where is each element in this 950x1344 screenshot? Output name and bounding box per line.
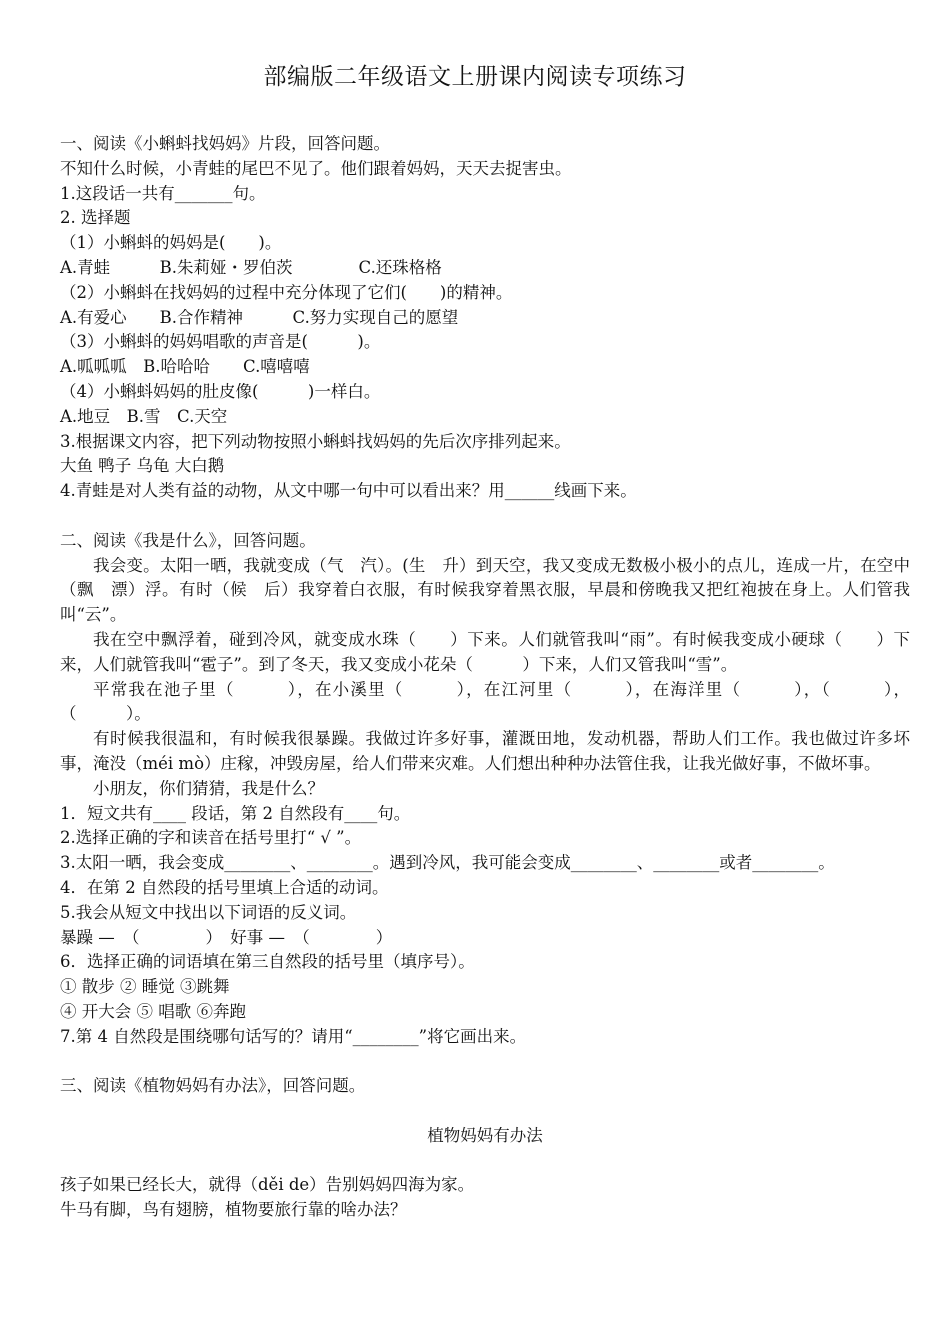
section1-question-1: 1.这段话一共有_______句。 <box>60 183 266 203</box>
section2-question-6-options-2: ④ 开大会 ⑤ 唱歌 ⑥奔跑 <box>60 1001 246 1021</box>
section2-question-7: 7.第 4 自然段是围绕哪句话写的？请用“________”将它画出来。 <box>60 1026 527 1046</box>
section2-question-3: 3.太阳一晒，我会变成________、________。遇到冷风，我可能会变成________、________或者________。 <box>60 853 835 873</box>
section1-question-2-2-options: A.有爱心 B.合作精神 C.努力实现自己的愿望 <box>60 307 459 327</box>
section2-paragraph-3: 平常我在池子里（ ），在小溪里（ ），在江河里（ ），在海洋里（ ），（ ），（ ）。 <box>60 679 910 724</box>
section1-passage: 不知什么时候，小青蛙的尾巴不见了。他们跟着妈妈，天天去捉害虫。 <box>60 158 572 178</box>
section1-question-2-4-options: A.地豆 B.雪 C.天空 <box>60 406 228 426</box>
section2-paragraph-5: 小朋友，你们猜猜，我是什么？ <box>93 778 324 798</box>
section1-question-2-4: （4）小蝌蚪妈妈的肚皮像( )一样白。 <box>60 381 381 401</box>
section2-question-5-items: 暴躁 — （ ） 好事 — （ ） <box>60 927 393 947</box>
section1-question-4: 4.青蛙是对人类有益的动物，从文中哪一句中可以看出来？用______线画下来。 <box>60 481 637 501</box>
section3-heading: 三、阅读《植物妈妈有办法》，回答问题。 <box>60 1076 366 1096</box>
section2-question-6: 6．选择正确的词语填在第三自然段的括号里（填序号）。 <box>60 952 475 972</box>
section1-question-2-1: （1）小蝌蚪的妈妈是( )。 <box>60 233 282 253</box>
section1-heading: 一、阅读《小蝌蚪找妈妈》片段，回答问题。 <box>60 134 390 153</box>
section2-question-6-options-1: ① 散步 ② 睡觉 ③跳舞 <box>60 977 230 997</box>
spacer <box>60 1049 910 1074</box>
spacer <box>60 504 910 529</box>
spacer <box>60 1149 910 1174</box>
section1-question-2-3-options: A.呱呱呱 B.哈哈哈 C.嘻嘻嘻 <box>60 357 310 377</box>
section2-question-2: 2.选择正确的字和读音在括号里打“ √ ”。 <box>60 828 362 848</box>
section2-question-1: 1．短文共有____ 段话，第 2 自然段有____句。 <box>60 803 411 823</box>
section1-question-3: 3.根据课文内容，把下列动物按照小蝌蚪找妈妈的先后次序排列起来。 <box>60 431 571 451</box>
section1-question-3-items: 大鱼 鸭子 乌龟 大白鹅 <box>60 456 225 476</box>
section1-question-2-heading: 2. 选择题 <box>60 208 131 228</box>
section3-poem-line-2: 牛马有脚，鸟有翅膀，植物要旅行靠的啥办法？ <box>60 1200 407 1220</box>
section2-heading: 二、阅读《我是什么》，回答问题。 <box>60 530 316 550</box>
section3-poem-title: 植物妈妈有办法 <box>427 1125 543 1145</box>
section1-question-2-3: （3）小蝌蚪的妈妈唱歌的声音是( )。 <box>60 332 381 352</box>
section2-paragraph-2: 我在空中飘浮着，碰到冷风，就变成水珠（ ）下来。人们就管我叫“雨”。有时候我变成小硬球（ ）下来，人们就管我叫“雹子”。到了冬天，我又变成小花朵（ ）下来，人们又管我叫“雪”。 <box>60 629 910 674</box>
section2-question-5: 5.我会从短文中找出以下词语的反义词。 <box>60 902 357 922</box>
spacer <box>60 1099 910 1124</box>
section2-paragraph-1: 我会变。太阳一晒，我就变成（气 汽）。(生 升）到天空，我又变成无数极小极小的点儿，连成一片，在空中（飘 漂）浮。有时（候 后）我穿着白衣服，有时候我穿着黑衣服，早晨和傍晚我又把红袍披在身上。人们管我叫“云”。 <box>60 555 910 625</box>
worksheet-content <box>60 132 910 1223</box>
section2-question-4: 4．在第 2 自然段的括号里填上合适的动词。 <box>60 877 389 897</box>
page-title: 部编版二年级语文上册课内阅读专项练习 <box>263 64 687 90</box>
section3-poem-line-1: 孩子如果已经长大，就得（děi de）告别妈妈四海为家。 <box>60 1175 475 1195</box>
section1-question-2-2: （2）小蝌蚪在找妈妈的过程中充分体现了它们( )的精神。 <box>60 282 513 302</box>
section1-question-2-1-options: A.青蛙 B.朱莉娅・罗伯茨 C.还珠格格 <box>60 257 442 277</box>
section2-paragraph-4: 有时候我很温和，有时候我很暴躁。我做过许多好事，灌溉田地，发动机器，帮助人们工作。我也做过许多坏事，淹没（méi mò）庄稼，冲毁房屋，给人们带来灾难。人们想出种种办法管住我，让我光做好事，不做坏事。 <box>60 729 910 773</box>
